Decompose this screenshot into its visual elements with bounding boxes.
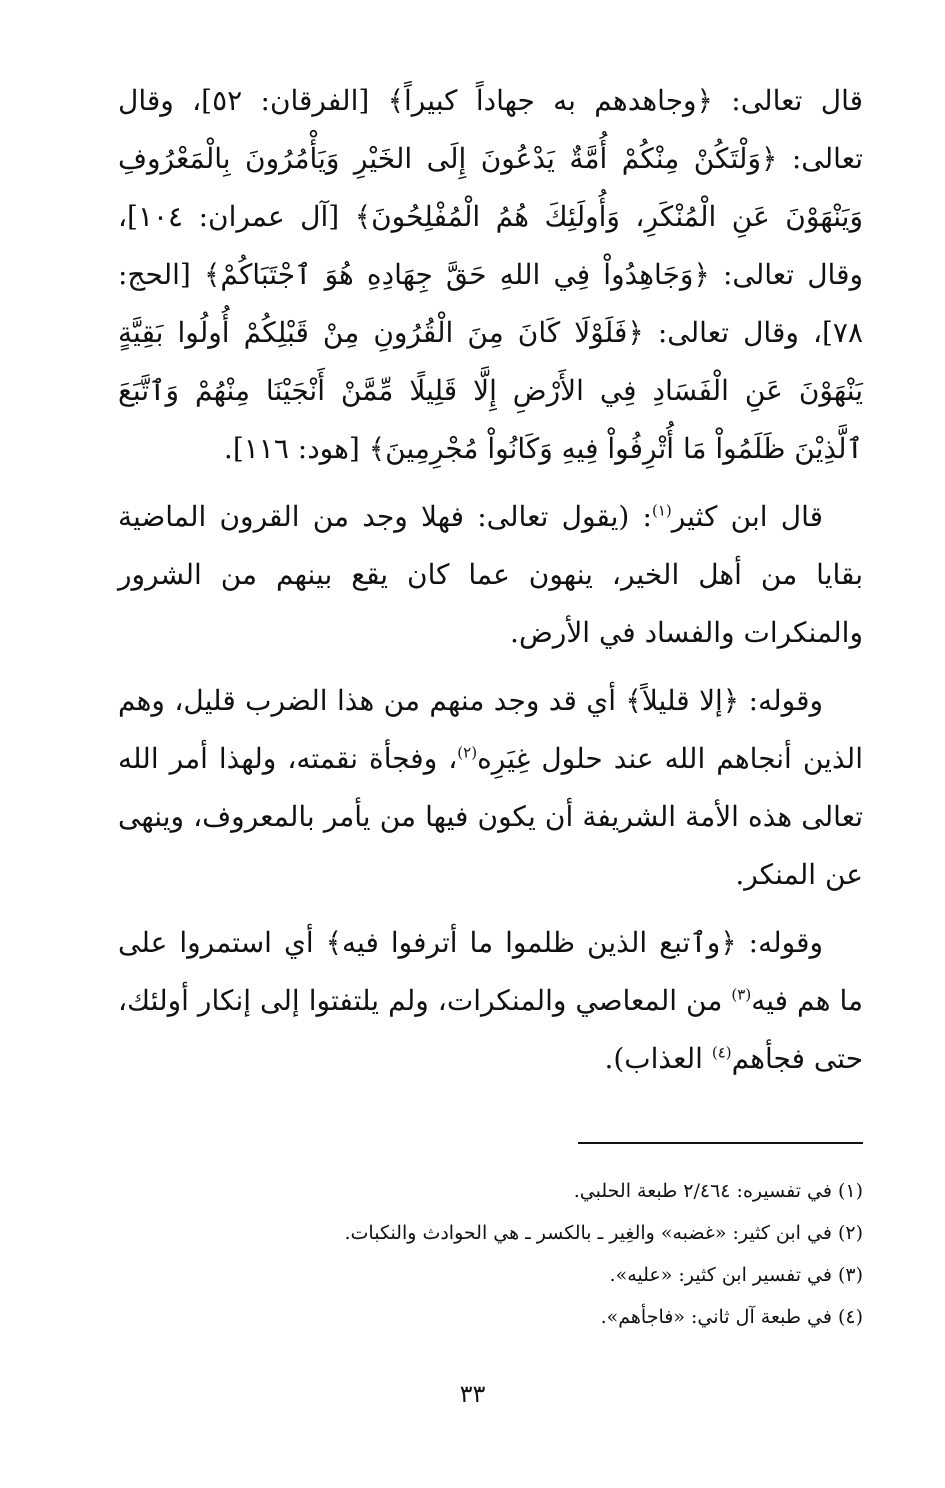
paragraph-text: قال ابن كثير	[671, 500, 824, 533]
footnote-ref-3[interactable]: (٣)	[731, 985, 752, 1004]
footnote-number: (٤)	[837, 1306, 863, 1328]
main-text	[118, 72, 863, 1098]
footnote-ref-2[interactable]: (٢)	[457, 743, 478, 762]
footnote-text: في طبعة آل ثاني: «فاجأهم».	[600, 1306, 832, 1328]
paragraph-text: ، وفجأة نقمته، ولهذا أمر الله تعالى هذه الأمة الشريفة أن يكون فيها من يأمر بالمعروف، وينهى عن المنكر.	[118, 742, 863, 891]
paragraph-text: العذاب).	[604, 1042, 712, 1075]
page-number: ٣٣	[459, 1380, 486, 1408]
footnotes	[118, 1170, 863, 1338]
footnote-divider	[578, 1142, 863, 1144]
paragraph-text: قال تعالى: ﴿وجاهدهم به جهاداً كبيراً﴾ [الفرقان: ٥٢]، وقال تعالى: ﴿وَلْتَكُنْ مِنْكُمْ أُمَّةٌ يَدْعُونَ إِلَى الخَيْرِ وَيَأْمُرُونَ بِالْمَعْرُوفِ وَيَنْهَوْنَ عَنِ الْمُنْكَرِ، وَأُولَئِكَ هُمُ الْمُفْلِحُونَ﴾ [آل عمران: ١٠٤]، وقال تعالى: ﴿وَجَاهِدُواْ فِي اللهِ حَقَّ جِهَادِهِ هُوَ ٱجْتَبَاكُمْ﴾ [الحج: ٧٨]، وقال تعالى: ﴿فَلَوْلَا كَانَ مِنَ الْقُرُونِ مِنْ قَبْلِكُمْ أُولُوا بَقِيَّةٍ يَنْهَوْنَ عَنِ الْفَسَادِ فِي الأَرْضِ إِلَّا قَلِيلًا مِّمَّنْ أَنْجَيْنَا مِنْهُمْ وَٱتَّبَعَ ٱلَّذِيْنَ ظَلَمُواْ مَا أُتْرِفُواْ فِيهِ وَكَانُواْ مُجْرِمِينَ﴾ [هود: ١١٦].	[118, 84, 863, 465]
footnote-ref-4[interactable]: (٤)	[711, 1043, 732, 1062]
footnote-number: (٢)	[837, 1222, 863, 1244]
paragraph-text: وقوله: ﴿وٱتبع الذين ظلموا ما أترفوا فيه﴾ أي استمروا على ما هم فيه	[118, 926, 864, 1017]
footnote-text: في تفسيره: ٢/٤٦٤ طبعة الحلبي.	[573, 1180, 832, 1202]
paragraph-text: وقوله: ﴿إلا قليلاً﴾ أي قد وجد منهم من هذا الضرب قليل، وهم الذين أنجاهم الله عند حلول غِيَرِه	[118, 684, 863, 775]
footnote-number: (١)	[837, 1180, 863, 1202]
paragraph-quran-verses	[118, 72, 863, 478]
paragraph-text: : (يقول تعالى: فهلا وجد من القرون الماضية بقايا من أهل الخير، ينهون عما كان يقع بينهم من الشرور والمنكرات والفساد في الأرض.	[118, 500, 863, 649]
footnote-number: (٣)	[837, 1264, 863, 1286]
paragraph-text: من المعاصي والمنكرات، ولم يلتفتوا إلى إنكار أولئك، حتى فجأهم	[118, 984, 863, 1075]
footnote-text: في ابن كثير: «غضبه» والغِير ـ بالكسر ـ هي الحوادث والنكبات.	[344, 1222, 832, 1244]
footnote-2	[118, 1212, 863, 1254]
paragraph-illa-qalilan	[118, 672, 863, 904]
footnote-text: في تفسير ابن كثير: «عليه».	[609, 1264, 832, 1286]
footnote-ref-1[interactable]: (١)	[651, 501, 672, 520]
paragraph-wattaba	[118, 914, 863, 1088]
footnote-1	[118, 1170, 863, 1212]
footnote-4	[118, 1296, 863, 1338]
paragraph-ibn-kathir	[118, 488, 863, 662]
footnote-3	[118, 1254, 863, 1296]
